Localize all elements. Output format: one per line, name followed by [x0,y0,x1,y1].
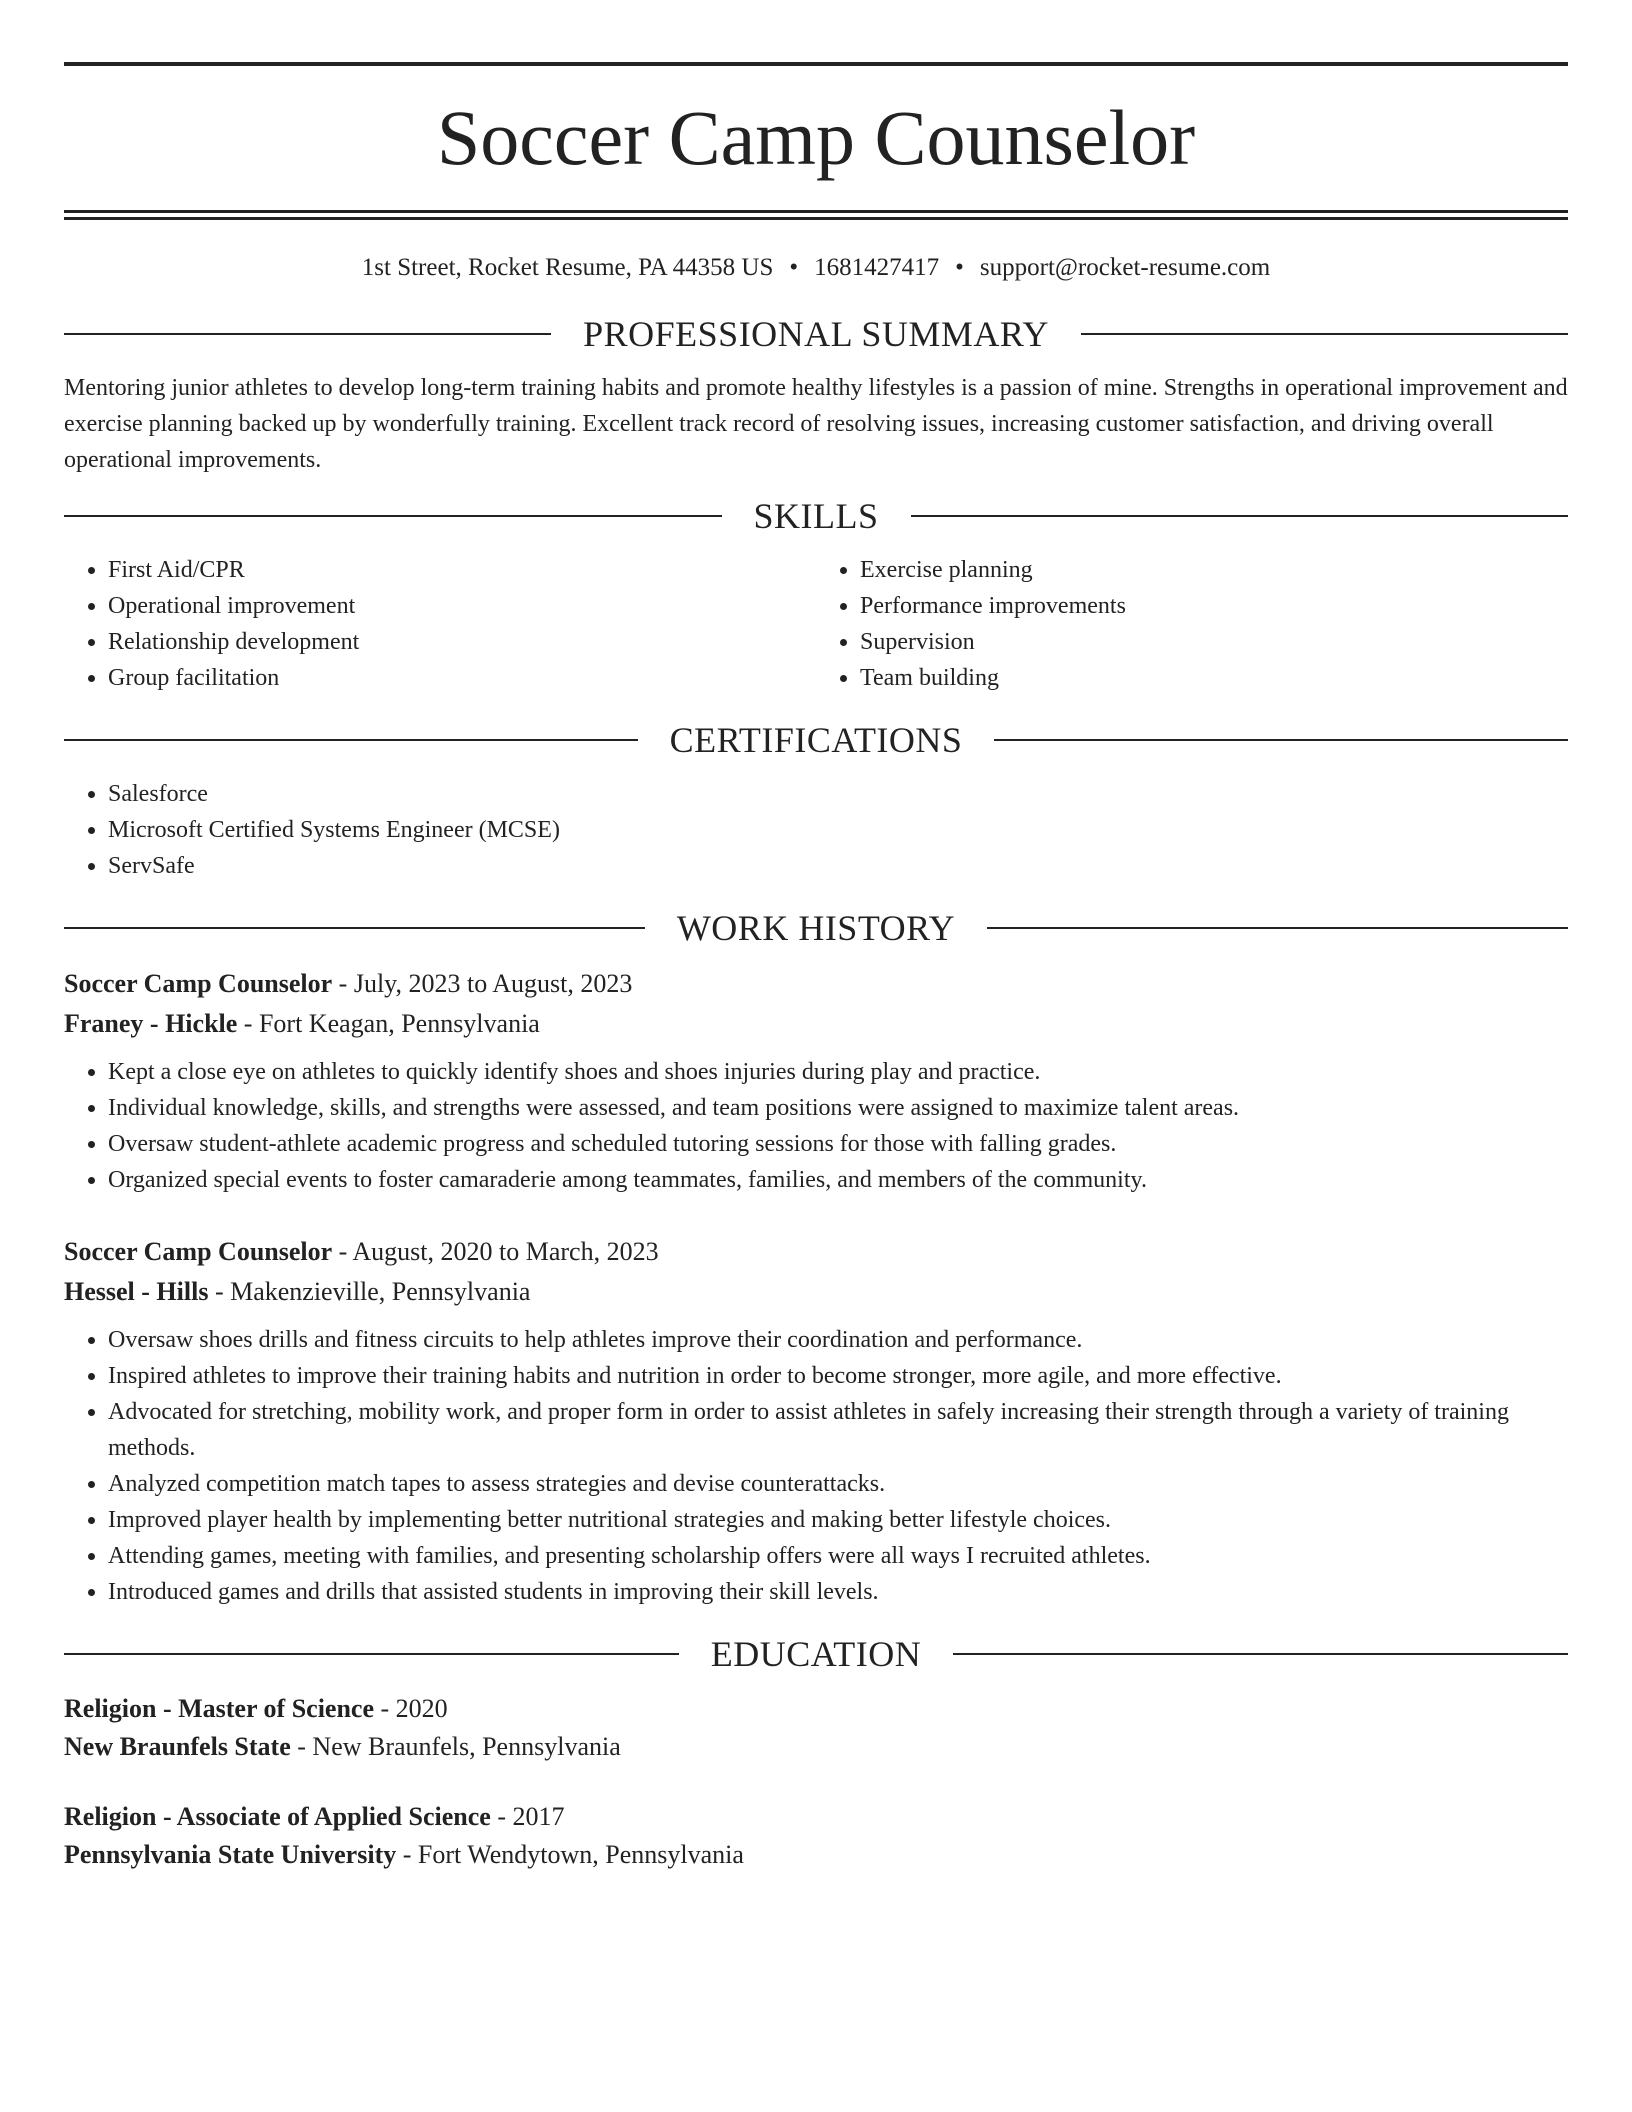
divider-line [911,515,1569,517]
skill-item: • First Aid/CPR [108,552,816,588]
skill-item: • Relationship development [108,624,816,660]
job-entry [64,1232,1568,1610]
education-entry [64,1690,1568,1766]
education-degree-line [64,1690,1568,1728]
divider-line [64,1653,679,1655]
contact-email: support@rocket-resume.com [979,254,1271,281]
certification-item: • Salesforce [108,776,1568,812]
job-company: Franey - Hickle [64,1009,238,1038]
divider-line [64,739,638,741]
double-rule [64,210,1568,220]
contact-separator: • [955,254,964,281]
skill-item: • Operational improvement [108,588,816,624]
job-bullet: • Inspired athletes to improve their training habits and nutrition in order to become stronger, more agile, and more effective. [108,1358,1568,1394]
job-bullet: • Oversaw shoes drills and fitness circuits to help athletes improve their coordination and performance. [108,1322,1568,1358]
section-header-work [64,906,1568,950]
divider-line [1081,333,1568,335]
skill-item: • Supervision [860,624,1568,660]
job-company: Hessel - Hills [64,1277,209,1306]
education-location: - Fort Wendytown, Pennsylvania [396,1840,744,1869]
education-school-line [64,1728,1568,1766]
job-location: - Makenzieville, Pennsylvania [208,1277,531,1306]
job-bullet: • Analyzed competition match tapes to assess strategies and devise counterattacks. [108,1466,1568,1502]
skills-list-right [816,552,1568,696]
job-bullet: • Improved player health by implementing better nutritional strategies and making better lifestyle choices. [108,1502,1568,1538]
education-school-line [64,1836,1568,1874]
contact-phone: 1681427417 [814,254,940,281]
education-year: - 2017 [490,1802,565,1831]
job-bullet: • Organized special events to foster camaraderie among teammates, families, and members of the community. [108,1162,1568,1198]
divider-line [64,515,722,517]
education-degree: Religion - Master of Science [64,1694,374,1723]
skill-item: • Performance improvements [860,588,1568,624]
education-location: - New Braunfels, Pennsylvania [290,1732,621,1761]
job-bullet: • Kept a close eye on athletes to quickly identify shoes and shoes injuries during play and practice. [108,1054,1568,1090]
job-bullets [64,1054,1568,1198]
education-school: Pennsylvania State University [64,1840,397,1869]
skill-item: • Group facilitation [108,660,816,696]
education-school: New Braunfels State [64,1732,291,1761]
section-title-work: WORK HISTORY [676,908,956,948]
divider-line [64,333,551,335]
job-bullet: • Attending games, meeting with families, and presenting scholarship offers were all ways I recruited athletes. [108,1538,1568,1574]
section-title-summary: PROFESSIONAL SUMMARY [583,314,1049,354]
skills-list-left [64,552,816,696]
skills-grid [64,552,1568,696]
skill-item: • Exercise planning [860,552,1568,588]
education-degree-line [64,1798,1568,1836]
job-company-line [64,1272,1568,1312]
job-location: - Fort Keagan, Pennsylvania [237,1009,540,1038]
job-dates: - July, 2023 to August, 2023 [332,969,633,998]
certifications-list [64,776,1568,884]
education-entry [64,1798,1568,1874]
section-header-certifications [64,718,1568,762]
section-header-summary [64,312,1568,356]
top-rule [64,62,1568,66]
section-title-education: EDUCATION [710,1634,922,1674]
divider-line [987,927,1568,929]
education-degree: Religion - Associate of Applied Science [64,1802,491,1831]
section-header-skills [64,494,1568,538]
divider-line [994,739,1568,741]
job-bullets [64,1322,1568,1610]
job-role-line [64,964,1568,1004]
section-title-certifications: CERTIFICATIONS [669,720,963,760]
job-bullet: • Individual knowledge, skills, and strengths were assessed, and team positions were assigned to maximize talent areas. [108,1090,1568,1126]
divider-line [64,927,645,929]
candidate-name: Soccer Camp Counselor [436,94,1196,181]
skill-item: • Team building [860,660,1568,696]
education-year: - 2020 [374,1694,448,1723]
job-dates: - August, 2020 to March, 2023 [332,1237,659,1266]
job-bullet: • Oversaw student-athlete academic progress and scheduled tutoring sessions for those with falling grades. [108,1126,1568,1162]
contact-separator: • [789,254,799,281]
section-header-education [64,1632,1568,1676]
job-entry [64,964,1568,1198]
job-bullet: • Advocated for stretching, mobility work, and proper form in order to assist athletes in safely increasing their strength through a variety of training methods. [108,1394,1568,1466]
certification-item: • Microsoft Certified Systems Engineer (MCSE) [108,812,1568,848]
job-role-line [64,1232,1568,1272]
contact-address: 1st Street, Rocket Resume, PA 44358 US [361,254,774,281]
job-company-line [64,1004,1568,1044]
summary-text: Mentoring junior athletes to develop long-term training habits and promote healthy lifestyles is a passion of mine. Strengths in operational improvement and exercise planning backed up by wonderfully training. Excellent track record of resolving issues, increasing customer satisfaction, and driving overall operational improvements. [64,375,1568,473]
job-bullet: • Introduced games and drills that assisted students in improving their skill levels. [108,1574,1568,1610]
section-title-skills: SKILLS [753,496,879,536]
job-role: Soccer Camp Counselor [64,1237,333,1266]
certification-item: • ServSafe [108,848,1568,884]
job-role: Soccer Camp Counselor [64,969,333,998]
contact-line [64,252,1568,284]
divider-line [953,1653,1568,1655]
